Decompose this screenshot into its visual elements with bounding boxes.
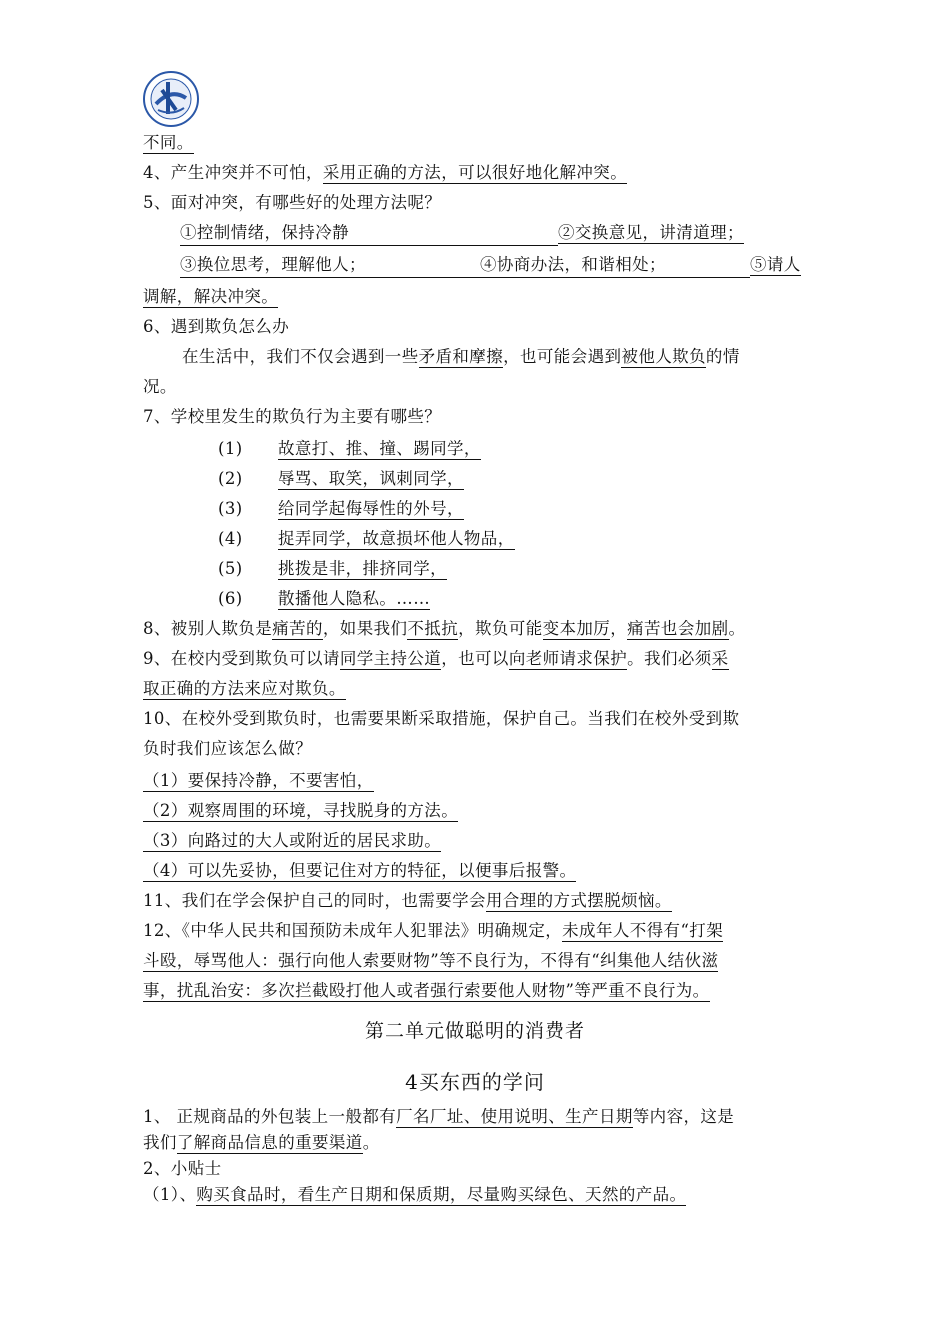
line: 2、小贴士	[143, 1159, 222, 1178]
line: （1）、购买食品时，看生产日期和保质期，尽量购买绿色、天然的产品。	[143, 1185, 687, 1204]
line: ③换位思考，理解他人； ④协商办法，和谐相处； ⑤请人	[180, 254, 801, 278]
line: 9、在校内受到欺负可以请同学主持公道，也可以向老师请求保护。我们必须采	[143, 649, 729, 668]
line: 12、《中华人民共和国预防未成年人犯罪法》明确规定，未成年人不得有“打架	[143, 921, 724, 940]
list-item: (5) 挑拨是非，排挤同学，	[218, 559, 447, 578]
list-item: (1) 故意打、推、撞、踢同学，	[218, 439, 481, 458]
line: （4）可以先妥协，但要记住对方的特征，以便事后报警。	[143, 861, 577, 880]
line: 在生活中，我们不仅会遇到一些矛盾和摩擦，也可能会遇到被他人欺负的情	[182, 347, 740, 366]
list-item: (3) 给同学起侮辱性的外号，	[218, 499, 464, 518]
line: 调解，解决冲突。	[143, 287, 279, 306]
line: （1）要保持冷静，不要害怕，	[143, 771, 374, 790]
list-item: (4) 捉弄同学，故意损坏他人物品，	[218, 529, 515, 548]
line: （3）向路过的大人或附近的居民求助。	[143, 831, 442, 850]
line: 取正确的方法来应对欺负。	[143, 679, 346, 698]
line: 5、面对冲突，有哪些好的处理方法呢？	[143, 193, 442, 212]
line: 8、被别人欺负是痛苦的，如果我们不抵抗，欺负可能变本加厉，痛苦也会加剧。	[143, 619, 746, 638]
school-logo-icon	[142, 70, 200, 128]
line: ①控制情绪，保持冷静 ②交换意见，讲清道理；	[180, 222, 744, 246]
lesson-title: 4买东西的学问	[405, 1070, 545, 1094]
line: 斗殴，辱骂他人：强行向他人索要财物”等不良行为，不得有“纠集他人结伙滋	[143, 951, 719, 970]
line: 事，扰乱治安：多次拦截殴打他人或者强行索要他人财物”等严重不良行为。	[143, 981, 710, 1000]
line: 负时我们应该怎么做？	[143, 739, 312, 758]
line: 7、学校里发生的欺负行为主要有哪些？	[143, 407, 442, 426]
line: 10、在校外受到欺负时，也需要果断采取措施，保护自己。当我们在校外受到欺	[143, 709, 740, 728]
list-item: (6) 散播他人隐私。……	[218, 589, 431, 608]
line: 11、我们在学会保护自己的同时，也需要学会用合理的方式摆脱烦恼。	[143, 891, 672, 910]
line: 6、遇到欺负怎么办	[143, 317, 290, 336]
line: 不同。	[143, 133, 194, 152]
line: （2）观察周围的环境，寻找脱身的方法。	[143, 801, 459, 820]
unit-title: 第二单元做聪明的消费者	[364, 1020, 585, 1042]
list-item: (2) 辱骂、取笑，讽刺同学，	[218, 469, 464, 488]
line: 1、 正规商品的外包装上一般都有厂名厂址、使用说明、生产日期等内容，这是	[143, 1107, 735, 1126]
line: 况。	[143, 377, 177, 396]
line: 我们了解商品信息的重要渠道。	[143, 1133, 380, 1152]
line: 4、产生冲突并不可怕，采用正确的方法，可以很好地化解冲突。	[143, 163, 628, 182]
